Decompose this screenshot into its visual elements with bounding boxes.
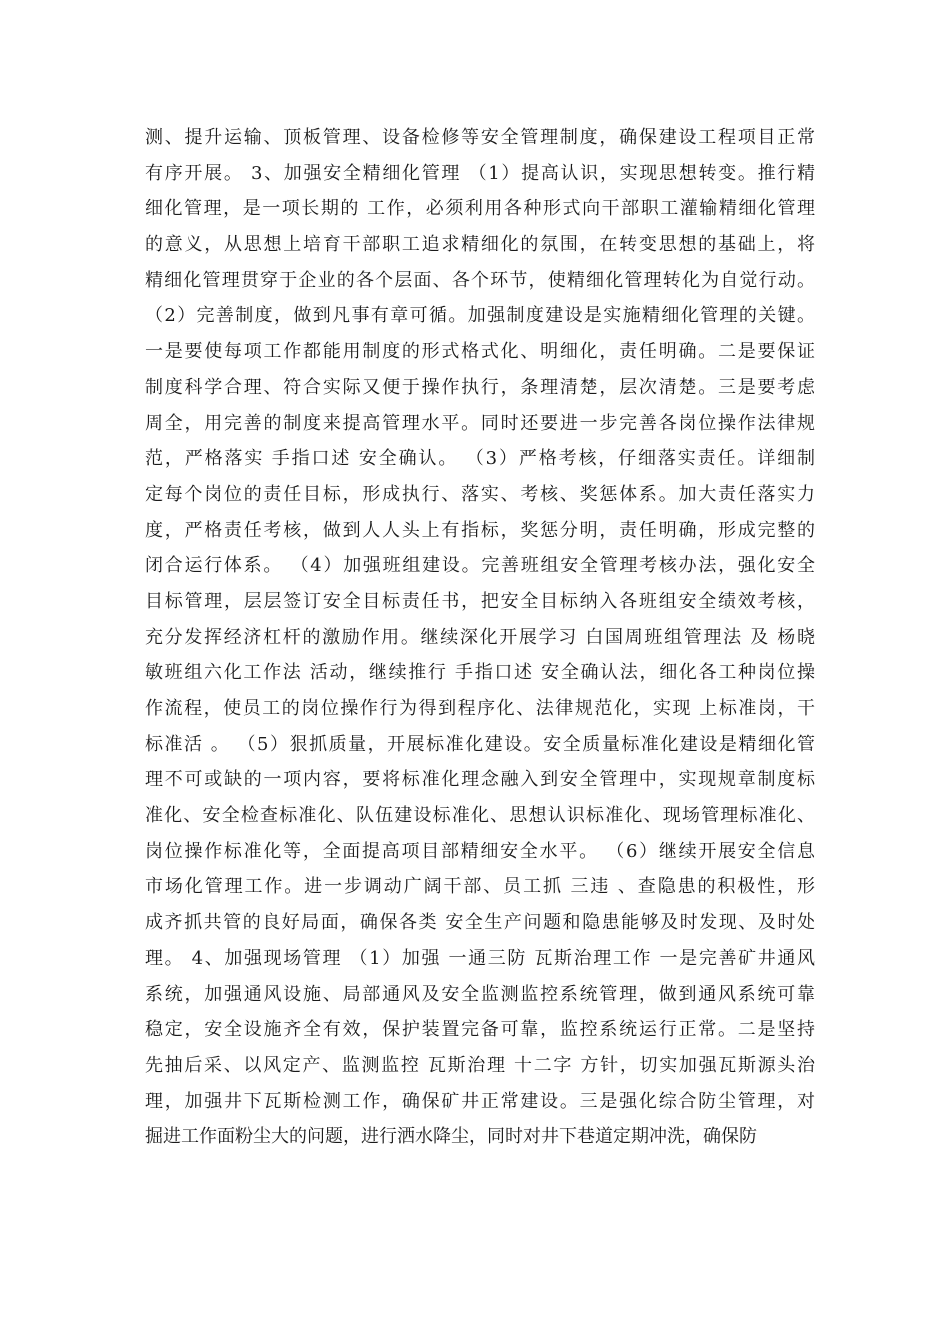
text-line: 理不可或缺的一项内容，要将标准化理念融入到安全管理中，实现规章制度标 bbox=[145, 769, 815, 791]
text-line: （2）完善制度，做到凡事有章可循。加强制度建设是实施精细化管理的关键。 bbox=[145, 305, 815, 327]
text-line: 一是要使每项工作都能用制度的形式格式化、明细化，责任明确。二是要保证 bbox=[145, 341, 815, 363]
text-line: 范，严格落实 手指口述 安全确认。 （3）严格考核，仔细落实责任。详细制 bbox=[145, 448, 815, 470]
text-line: 敏班组六化工作法 活动，继续推行 手指口述 安全确认法，细化各工种岗位操 bbox=[145, 662, 815, 684]
text-line: 准化、安全检查标准化、队伍建设标准化、思想认识标准化、现场管理标准化、 bbox=[145, 805, 815, 827]
text-line: 市场化管理工作。进一步调动广阔干部、员工抓 三违 、查隐患的积极性，形 bbox=[145, 876, 815, 898]
text-line: 成齐抓共管的良好局面，确保各类 安全生产问题和隐患能够及时发现、及时处 bbox=[145, 912, 815, 934]
text-line: 度，严格责任考核，做到人人头上有指标，奖惩分明，责任明确，形成完整的 bbox=[145, 519, 815, 541]
text-line: 先抽后采、以风定产、监测监控 瓦斯治理 十二字 方针，切实加强瓦斯源头治 bbox=[145, 1054, 815, 1076]
text-line: 掘进工作面粉尘大的问题，进行洒水降尘，同时对井下巷道定期冲洗，确保防 bbox=[145, 1126, 757, 1148]
text-line: 理，加强井下瓦斯检测工作，确保矿井正常建设。三是强化综合防尘管理，对 bbox=[145, 1090, 815, 1112]
text-line: 目标管理，层层签订安全目标责任书，把安全目标纳入各班组安全绩效考核， bbox=[145, 590, 815, 612]
text-line: 标准活 。 （5）狠抓质量，开展标准化建设。安全质量标准化建设是精细化管 bbox=[145, 733, 815, 755]
text-line: 岗位操作标准化等，全面提高项目部精细安全水平。 （6）继续开展安全信息 bbox=[145, 840, 815, 862]
text-line: 作流程，使员工的岗位操作行为得到程序化、法律规范化，实现 上标准岗，干 bbox=[145, 698, 815, 719]
text-line: 的意义，从思想上培育干部职工追求精细化的氛围，在转变思想的基础上，将 bbox=[145, 234, 815, 256]
text-line: 系统，加强通风设施、局部通风及安全监测监控系统管理，做到通风系统可靠 bbox=[145, 983, 815, 1005]
text-line: 充分发挥经济杠杆的激励作用。继续深化开展学习 白国周班组管理法 及 杨晓 bbox=[145, 626, 815, 648]
text-line: 理。 4、加强现场管理 （1）加强 一通三防 瓦斯治理工作 一是完善矿井通风 bbox=[145, 947, 815, 969]
text-line: 测、提升运输、顶板管理、设备检修等安全管理制度，确保建设工程项目正常 bbox=[145, 127, 815, 148]
text-line: 制度科学合理、符合实际又便于操作执行，条理清楚，层次清楚。三是要考虑 bbox=[145, 376, 815, 398]
text-line: 细化管理，是一项长期的 工作，必须利用各种形式向干部职工灌输精细化管理 bbox=[145, 198, 815, 220]
text-line: 闭合运行体系。 （4）加强班组建设。完善班组安全管理考核办法，强化安全 bbox=[145, 555, 815, 577]
text-line: 定每个岗位的责任目标，形成执行、落实、考核、奖惩体系。加大责任落实力 bbox=[145, 483, 815, 505]
text-line: 周全，用完善的制度来提高管理水平。同时还要进一步完善各岗位操作法律规 bbox=[145, 412, 815, 434]
text-line: 精细化管理贯穿于企业的各个层面、各个环节，使精细化管理转化为自觉行动。 bbox=[145, 269, 815, 291]
body-text bbox=[145, 120, 815, 1155]
text-line: 稳定，安全设施齐全有效，保护装置完备可靠，监控系统运行正常。二是坚持 bbox=[145, 1019, 815, 1041]
text-line: 有序开展。 3、加强安全精细化管理 （1）提高认识，实现思想转变。推行精 bbox=[145, 162, 815, 184]
